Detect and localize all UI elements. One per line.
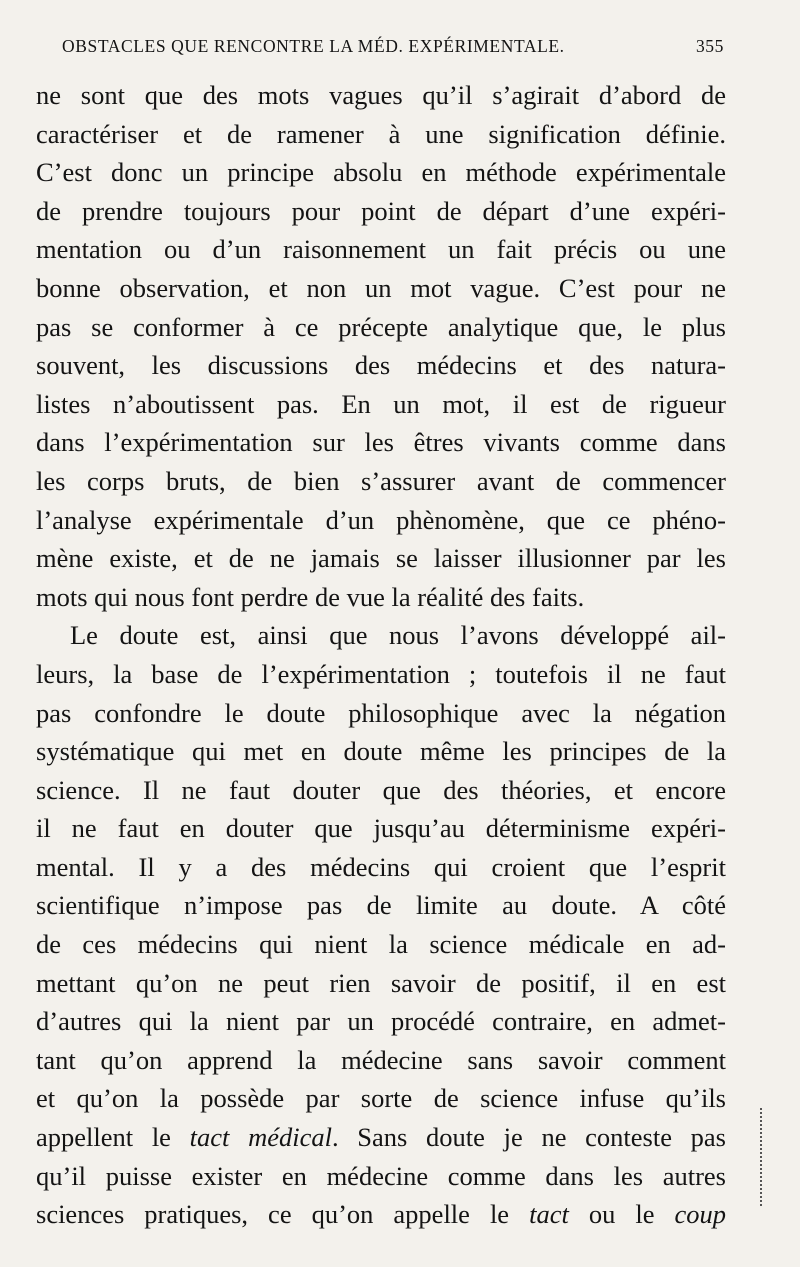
text-line: caractériser et de ramener à une signification définie. bbox=[36, 118, 726, 149]
italic-term: tact médical bbox=[189, 1122, 332, 1153]
text-line: et qu’on la possède par sorte de science infuse qu’ils bbox=[36, 1083, 726, 1114]
text-line: scientifique n’impose pas de limite au doute. A côté bbox=[36, 890, 726, 921]
paragraph-start-line: Le doute est, ainsi que nous l’avons développé ail- bbox=[70, 620, 726, 651]
text-line: listes n’aboutissent pas. En un mot, il est de rigueur bbox=[36, 388, 726, 419]
text-line: tant qu’on apprend la médecine sans savoir comment bbox=[36, 1044, 726, 1075]
text-line: leurs, la base de l’expérimentation ; toutefois il ne faut bbox=[36, 658, 726, 689]
text-line: les corps bruts, de bien s’assurer avant de commencer bbox=[36, 465, 726, 496]
text-line bbox=[36, 1195, 726, 1234]
paragraph-end-line: mots qui nous font perdre de vue la réalité des faits. bbox=[36, 581, 585, 612]
body-text bbox=[36, 76, 726, 1234]
text-segment: . Sans doute je ne conteste pas bbox=[331, 1122, 726, 1153]
text-line: mène existe, et de ne jamais se laisser illusionner par les bbox=[36, 543, 726, 574]
page-number: 355 bbox=[695, 36, 724, 56]
text-segment: ou le bbox=[568, 1199, 675, 1230]
text-line: ne sont que des mots vagues qu’il s’agirait d’abord de bbox=[36, 80, 726, 110]
running-head bbox=[62, 36, 724, 66]
running-head-title: OBSTACLES QUE RENCONTRE LA MÉD. EXPÉRIMENTALE. bbox=[62, 36, 565, 56]
text-line: dans l’expérimentation sur les êtres vivants comme dans bbox=[36, 427, 726, 458]
text-line: pas se conformer à ce précepte analytique que, le plus bbox=[36, 311, 726, 342]
italic-term: tact bbox=[529, 1199, 569, 1230]
text-line: pas confondre le doute philosophique avec la négation bbox=[36, 697, 726, 728]
text-segment: appellent le bbox=[36, 1122, 190, 1153]
text-line bbox=[36, 1118, 726, 1157]
text-line: mental. Il y a des médecins qui croient que l’esprit bbox=[36, 851, 726, 882]
text-line: de prendre toujours pour point de départ d’une expéri- bbox=[36, 195, 726, 226]
italic-term: coup bbox=[674, 1199, 726, 1230]
text-line: il ne faut en douter que jusqu’au déterminisme expéri- bbox=[36, 813, 726, 844]
text-line: systématique qui met en doute même les principes de la bbox=[36, 736, 726, 767]
text-line: d’autres qui la nient par un procédé contraire, en admet- bbox=[36, 1006, 726, 1037]
margin-mark bbox=[760, 1108, 762, 1208]
text-line: mentation ou d’un raisonnement un fait précis ou une bbox=[36, 234, 726, 265]
text-line: souvent, les discussions des médecins et des natura- bbox=[36, 350, 726, 381]
text-line: mettant qu’on ne peut rien savoir de positif, il en est bbox=[36, 967, 726, 998]
text-line: C’est donc un principe absolu en méthode expérimentale bbox=[36, 157, 726, 188]
text-line: qu’il puisse exister en médecine comme dans les autres bbox=[36, 1160, 726, 1191]
text-segment: sciences pratiques, ce qu’on appelle le bbox=[36, 1199, 530, 1230]
text-line: bonne observation, et non un mot vague. C’est pour ne bbox=[36, 272, 726, 303]
text-line: science. Il ne faut douter que des théories, et encore bbox=[36, 774, 726, 805]
text-line: l’analyse expérimentale d’un phènomène, que ce phéno- bbox=[36, 504, 726, 535]
text-line: de ces médecins qui nient la science médicale en ad- bbox=[36, 929, 726, 960]
